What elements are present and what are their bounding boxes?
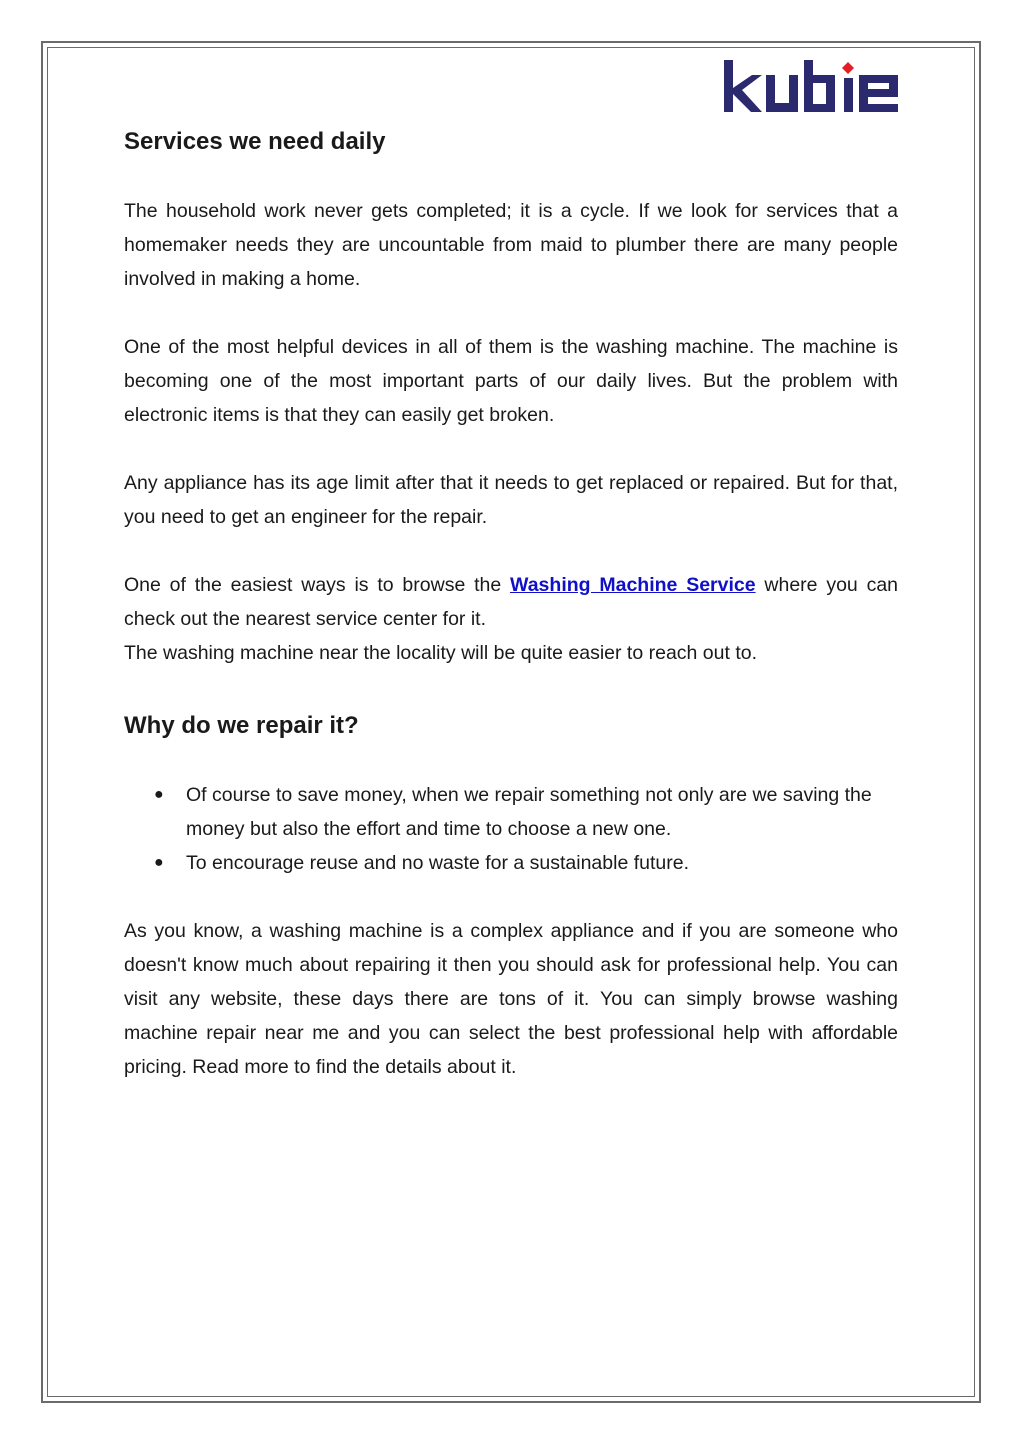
paragraph-appliance-age: Any appliance has its age limit after that it needs to get replaced or repaired. But for that, you need to get an engineer for the repair. bbox=[124, 472, 898, 528]
bullet-icon: ● bbox=[154, 786, 164, 803]
paragraph-locality: The washing machine near the locality will be quite easier to reach out to. bbox=[124, 642, 758, 664]
paragraph-professional-help: As you know, a washing machine is a complex appliance and if you are someone who doesn't know much about repairing it then you should ask for professional help. You can visit any website, these days there are tons of it. You can simply browse washing machine repair near me and you can select the best professional help with affordable pricing. Read more to find the details about it. bbox=[124, 920, 898, 1078]
list-item-text: Of course to save money, when we repair something not only are we saving the money but also the effort and time to choose a new one. bbox=[186, 784, 872, 840]
paragraph-household: The household work never gets completed; it is a cycle. If we look for services that a homemaker needs they are uncountable from maid to plumber there are many people involved in making a home. bbox=[124, 200, 898, 290]
list-item-text: To encourage reuse and no waste for a sustainable future. bbox=[186, 852, 689, 874]
list-item bbox=[124, 846, 898, 880]
paragraph-service-link bbox=[124, 568, 898, 636]
bullet-icon: ● bbox=[154, 854, 164, 871]
heading-services: Services we need daily bbox=[124, 128, 386, 155]
heading-why-repair: Why do we repair it? bbox=[124, 712, 359, 739]
kube-logo bbox=[722, 58, 900, 116]
washing-machine-service-link[interactable]: Washing Machine Service bbox=[510, 574, 756, 596]
list-item bbox=[124, 778, 898, 846]
text-browse: One of the easiest ways is to browse the bbox=[124, 574, 511, 596]
paragraph-washing-machine: One of the most helpful devices in all of them is the washing machine. The machine is becoming one of the most important parts of our daily lives. But the problem with electronic items is that they can easily get broken. bbox=[124, 336, 898, 426]
reasons-list bbox=[124, 778, 898, 880]
document-body bbox=[124, 122, 898, 1084]
text-service-center: where you can check out the nearest service center for it. bbox=[124, 574, 899, 630]
